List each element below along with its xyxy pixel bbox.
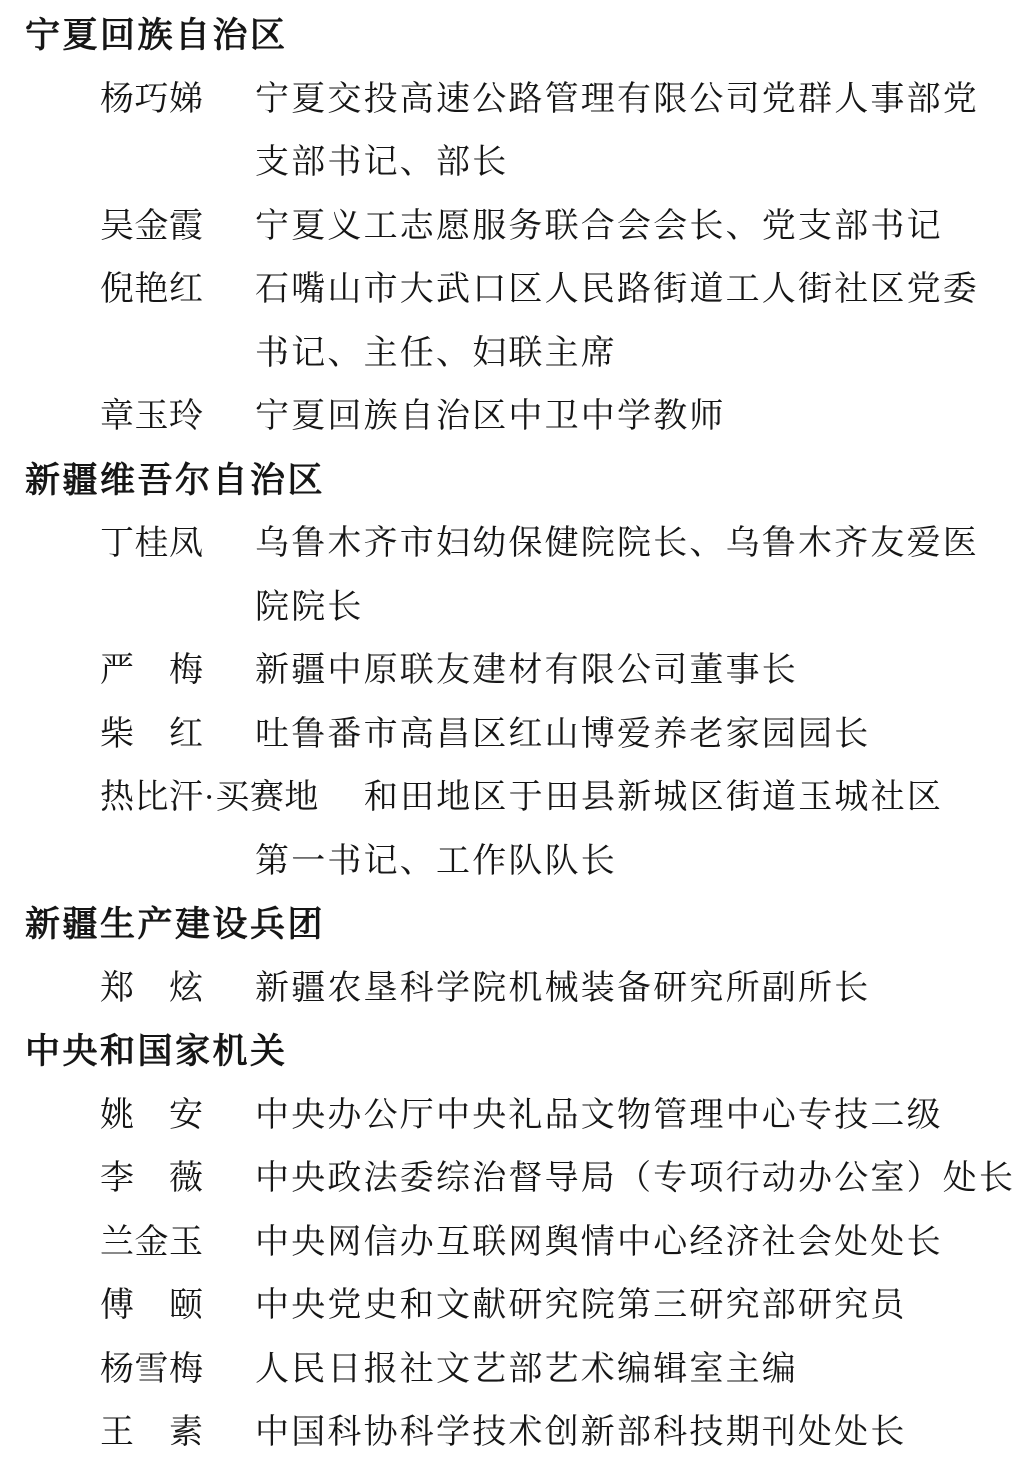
honoree-entry <box>0 1338 1025 1402</box>
entry-first-row <box>100 766 1025 830</box>
person-name: 章玉玲 <box>100 398 204 435</box>
position-line: 新疆中原联友建材有限公司董事长 <box>255 652 798 689</box>
honoree-entry <box>0 703 1025 767</box>
position-line: 院院长 <box>255 588 364 626</box>
position-line: 乌鲁木齐市妇幼保健院院长、乌鲁木齐友爱医 <box>255 525 979 562</box>
person-name: 柴 红 <box>100 715 204 753</box>
honoree-entry <box>0 1274 1025 1338</box>
entry-first-row <box>100 1147 1025 1211</box>
honoree-entry <box>0 195 1025 259</box>
position-line: 人民日报社文艺部艺术编辑室主编 <box>255 1350 798 1388</box>
person-name: 兰金玉 <box>100 1223 204 1261</box>
entry-list <box>0 1084 1025 1465</box>
entry-first-row <box>100 1211 1025 1275</box>
position-line: 中央办公厅中央礼品文物管理中心专技二级 <box>255 1096 943 1134</box>
entry-first-row <box>100 1338 1025 1402</box>
position-line: 书记、主任、妇联主席 <box>255 334 617 372</box>
person-name: 姚 安 <box>100 1096 204 1134</box>
entry-first-row <box>100 703 1025 767</box>
honoree-entry <box>0 258 1025 385</box>
honoree-entry <box>0 68 1025 195</box>
entry-first-row <box>100 1084 1025 1148</box>
position-line: 宁夏回族自治区中卫中学教师 <box>255 398 726 435</box>
honoree-entry <box>0 1147 1025 1211</box>
entry-first-row <box>100 1401 1025 1465</box>
position-line: 支部书记、部长 <box>255 144 509 181</box>
position-line: 宁夏义工志愿服务联合会会长、党支部书记 <box>255 207 943 245</box>
entry-first-row <box>100 258 1025 322</box>
honoree-entry <box>0 1084 1025 1148</box>
person-name: 热比汗·买赛地 <box>100 779 319 816</box>
person-name: 李 薇 <box>100 1160 204 1197</box>
entry-first-row <box>100 195 1025 259</box>
honoree-entry <box>0 766 1025 893</box>
honoree-entry <box>0 385 1025 449</box>
honoree-entry <box>0 639 1025 703</box>
position-line: 中央政法委综治督导局（专项行动办公室）处长 <box>255 1160 1016 1197</box>
region-section <box>0 893 1025 1020</box>
person-name: 郑 炫 <box>100 969 204 1007</box>
position-line: 宁夏交投高速公路管理有限公司党群人事部党 <box>255 80 979 118</box>
person-name: 杨巧娣 <box>100 80 204 118</box>
entry-first-row <box>100 68 1025 132</box>
position-line: 和田地区于田县新城区街道玉城社区 <box>363 779 944 816</box>
position-line: 吐鲁番市高昌区红山博爱养老家园园长 <box>255 715 871 753</box>
honoree-entry <box>0 512 1025 639</box>
section-heading: 新疆生产建设兵团 <box>25 905 326 944</box>
entry-list <box>0 512 1025 893</box>
section-heading: 中央和国家机关 <box>25 1032 288 1071</box>
person-name: 王 素 <box>100 1414 204 1451</box>
entry-list <box>0 68 1025 449</box>
entry-first-row <box>100 639 1025 703</box>
position-line: 新疆农垦科学院机械装备研究所副所长 <box>255 969 871 1007</box>
position-line: 中央网信办互联网舆情中心经济社会处处长 <box>255 1223 943 1261</box>
person-name: 倪艳红 <box>100 271 204 308</box>
person-name: 傅 颐 <box>100 1287 204 1324</box>
section-heading: 新疆维吾尔自治区 <box>25 460 326 500</box>
entry-list <box>0 957 1025 1021</box>
honoree-entry <box>0 1401 1025 1465</box>
region-section <box>0 449 1025 894</box>
position-line: 石嘴山市大武口区人民路街道工人街社区党委 <box>255 271 979 308</box>
person-name: 杨雪梅 <box>100 1350 204 1388</box>
honoree-entry <box>0 1211 1025 1275</box>
position-line: 中国科协科学技术创新部科技期刊处处长 <box>255 1414 907 1451</box>
person-name: 丁桂凤 <box>100 525 204 562</box>
position-line: 中央党史和文献研究院第三研究部研究员 <box>255 1287 907 1324</box>
entry-first-row <box>100 957 1025 1021</box>
entry-first-row <box>100 385 1025 449</box>
entry-first-row <box>100 1274 1025 1338</box>
entry-first-row <box>100 512 1025 576</box>
person-name: 严 梅 <box>100 652 204 689</box>
position-line: 第一书记、工作队队长 <box>255 842 617 880</box>
section-heading: 宁夏回族自治区 <box>25 16 288 55</box>
region-section <box>0 4 1025 449</box>
person-name: 吴金霞 <box>100 207 204 245</box>
honoree-entry <box>0 957 1025 1021</box>
region-section <box>0 1020 1025 1465</box>
